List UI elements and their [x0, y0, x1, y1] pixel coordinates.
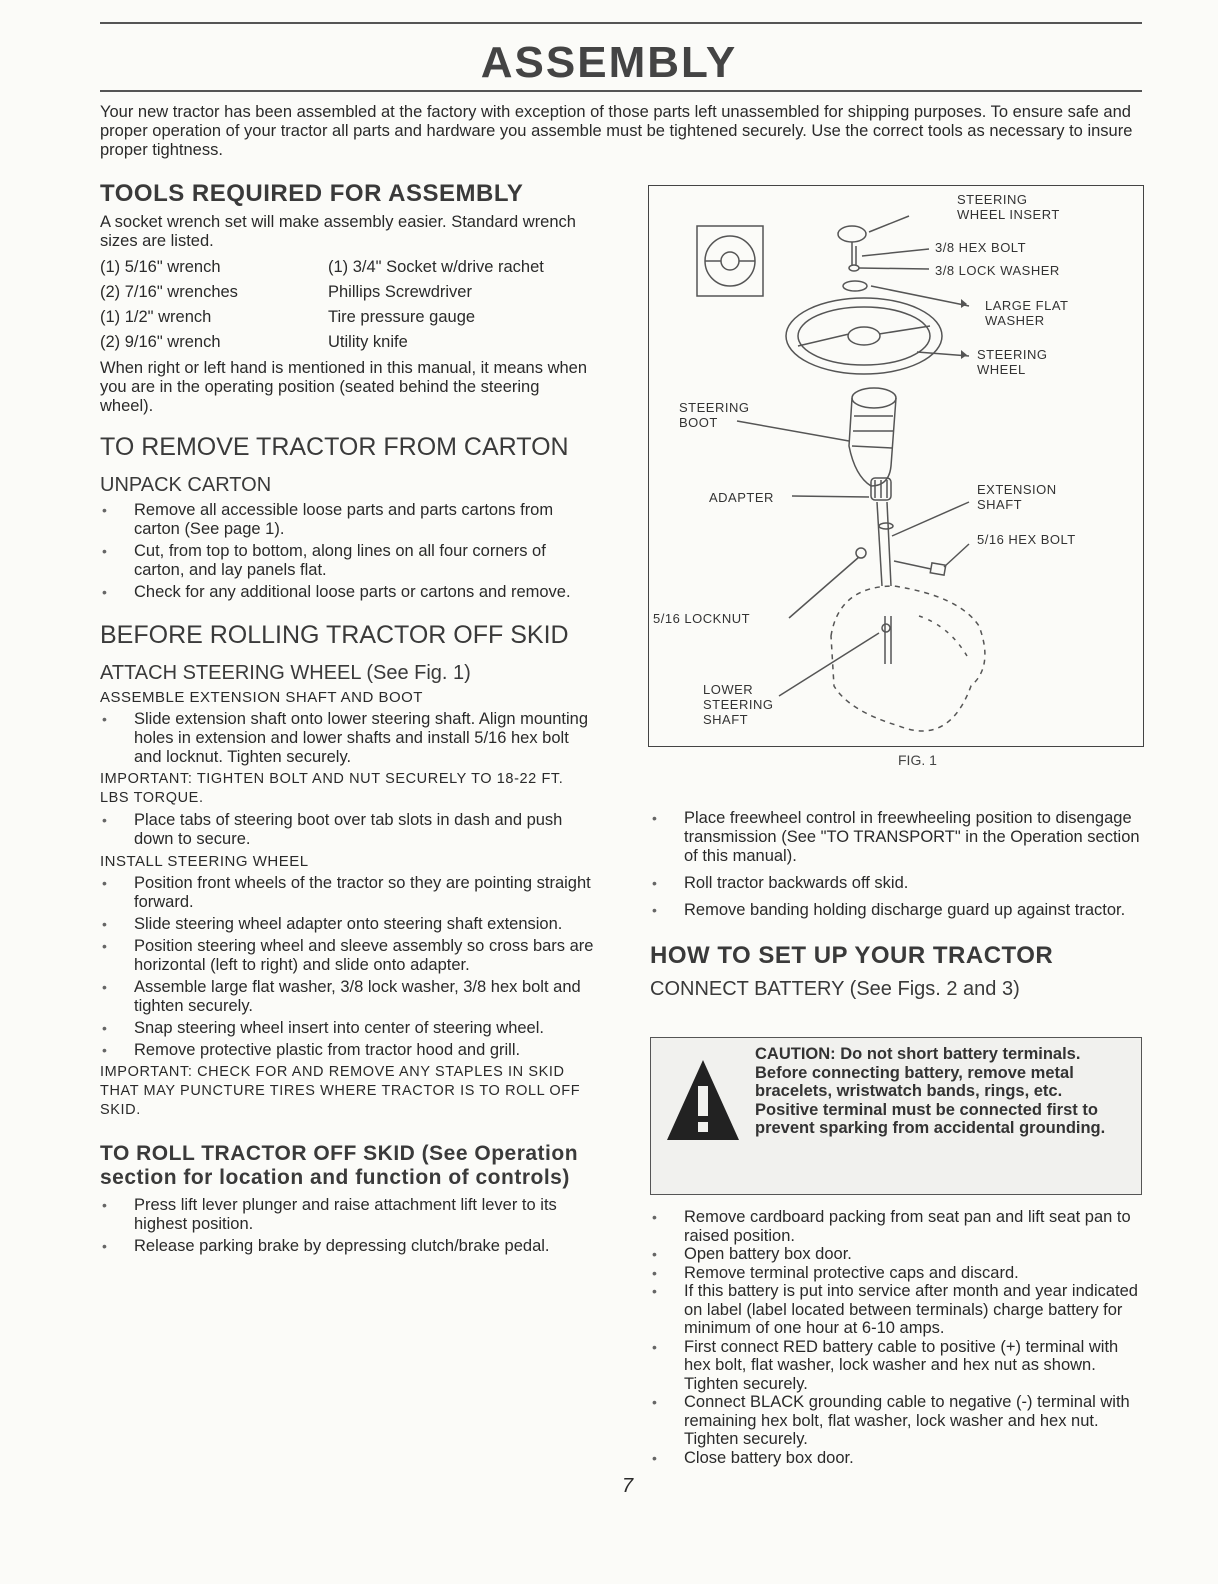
title-rule	[100, 90, 1142, 92]
list-item: • Assemble large flat washer, 3/8 lock washer, 3/8 hex bolt and tighten securely.	[100, 978, 594, 1016]
label-steering-boot: STEERING BOOT	[679, 400, 750, 430]
left-column	[100, 180, 594, 1259]
battery-list	[650, 1208, 1142, 1467]
page-number: 7	[622, 1475, 634, 1497]
skid-list	[650, 809, 1142, 920]
important-torque: IMPORTANT: TIGHTEN BOLT AND NUT SECURELY TO 18-22 FT. LBS TORQUE.	[100, 771, 564, 806]
caution-text: CAUTION: Do not short battery terminals. Before connecting battery, remove metal bracelets, wristwatch bands, rings, etc. Positive terminal must be connected first to prevent sparking from accidental grounding.	[755, 1045, 1106, 1137]
label-wheel-insert: STEERING WHEEL INSERT	[957, 192, 1060, 222]
list-item: • Slide steering wheel adapter onto steering shaft extension.	[100, 915, 594, 934]
important-staples: IMPORTANT: CHECK FOR AND REMOVE ANY STAPLES IN SKID THAT MAY PUNCTURE TIRES WHERE TRACTOR IS TO ROLL OFF SKID.	[100, 1064, 581, 1118]
label-locknut: 5/16 LOCKNUT	[653, 611, 751, 626]
steering-assembly-diagram	[649, 186, 1143, 746]
step-extension-shaft: ASSEMBLE EXTENSION SHAFT AND BOOT	[100, 689, 423, 706]
unpack-list	[100, 501, 594, 602]
label-516-hex-bolt: 5/16 HEX BOLT	[977, 532, 1076, 547]
unpack-subheading: UNPACK CARTON	[100, 474, 272, 496]
list-item: • Place tabs of steering boot over tab slots in dash and push down to secure.	[100, 811, 594, 849]
extension-list	[100, 710, 594, 767]
list-item: • Remove cardboard packing from seat pan and lift seat pan to raised position.	[650, 1208, 1142, 1245]
intro-paragraph: Your new tractor has been assembled at the factory with exception of those parts left unassembled for shipping purposes. To ensure safe and proper operation of your tractor all parts and hardware you assemble must be tightened securely. Use the correct tools as necessary to insure proper tightness.	[100, 103, 1133, 159]
page-title: ASSEMBLY	[480, 38, 738, 87]
tool-item: (1) 1/2" wrench	[100, 308, 212, 326]
attach-subheading: ATTACH STEERING WHEEL (See Fig. 1)	[100, 662, 471, 684]
figure-caption: FIG. 1	[898, 752, 937, 768]
list-item: • Press lift lever plunger and raise attachment lift lever to its highest position.	[100, 1196, 594, 1234]
warning-triangle-icon	[665, 1058, 741, 1142]
tool-item: (1) 5/16" wrench	[100, 258, 221, 276]
label-hex-bolt: 3/8 HEX BOLT	[935, 240, 1027, 255]
step-install-wheel: INSTALL STEERING WHEEL	[100, 853, 309, 870]
hand-note: When right or left hand is mentioned in this manual, it means when you are in the operating position (seated behind the steering wheel).	[100, 359, 588, 415]
list-item: • Slide extension shaft onto lower steering shaft. Align mounting holes in extension and lower shafts and install 5/16 hex bolt and locknut. Tighten securely.	[100, 710, 594, 767]
list-item: • Cut, from top to bottom, along lines on all four corners of carton, and lay panels flat.	[100, 542, 594, 580]
list-item: • Position front wheels of the tractor so they are pointing straight forward.	[100, 874, 594, 912]
tool-item: (1) 3/4" Socket w/drive rachet	[328, 258, 544, 276]
label-extension-shaft: EXTENSION SHAFT	[977, 482, 1057, 512]
list-item: • Snap steering wheel insert into center of steering wheel.	[100, 1019, 594, 1038]
list-item: • Connect BLACK grounding cable to negative (-) terminal with remaining hex bolt, flat washer, lock washer and hex nut. Tighten securely.	[650, 1393, 1142, 1449]
tool-item: (2) 7/16" wrenches	[100, 283, 238, 301]
battery-subheading: CONNECT BATTERY (See Figs. 2 and 3)	[650, 978, 1020, 1000]
figure-1	[648, 185, 1144, 747]
list-item: • Roll tractor backwards off skid.	[650, 874, 1142, 893]
list-item: • Close battery box door.	[650, 1449, 1142, 1468]
setup-heading: HOW TO SET UP YOUR TRACTOR	[650, 942, 1054, 969]
list-item: • Release parking brake by depressing clutch/brake pedal.	[100, 1237, 594, 1256]
list-item: • Remove protective plastic from tractor hood and grill.	[100, 1041, 594, 1060]
list-item: • Open battery box door.	[650, 1245, 1142, 1264]
tool-item: Tire pressure gauge	[328, 308, 476, 326]
caution-box	[650, 1037, 1142, 1195]
tools-list	[100, 255, 594, 355]
remove-heading: TO REMOVE TRACTOR FROM CARTON	[100, 433, 569, 461]
list-item: • First connect RED battery cable to positive (+) terminal with hex bolt, flat washer, lock washer and hex nut as shown. Tighten securely.	[650, 1338, 1142, 1394]
tools-text: A socket wrench set will make assembly easier. Standard wrench sizes are listed.	[100, 213, 576, 250]
boot-list	[100, 811, 594, 849]
tool-item: Phillips Screwdriver	[328, 283, 472, 301]
right-column	[650, 806, 1142, 1001]
list-item: • Remove terminal protective caps and discard.	[650, 1264, 1142, 1283]
roll-heading: TO ROLL TRACTOR OFF SKID (See Operation section for location and function of controls)	[100, 1142, 579, 1189]
top-rule	[100, 22, 1142, 24]
list-item: • Remove banding holding discharge guard up against tractor.	[650, 901, 1142, 920]
list-item: • Place freewheel control in freewheeling position to disengage transmission (See "TO TRANSPORT" in the Operation section of this manual).	[650, 809, 1142, 866]
label-lower-shaft: LOWER STEERING SHAFT	[703, 682, 774, 727]
wheel-list	[100, 874, 594, 1060]
roll-list	[100, 1196, 594, 1256]
tool-item: (2) 9/16" wrench	[100, 333, 221, 351]
label-adapter: ADAPTER	[709, 490, 774, 505]
battery-steps	[650, 1208, 1142, 1467]
list-item: • If this battery is put into service after month and year indicated on label (label located between terminals) charge battery for minimum of one hour at 6-10 amps.	[650, 1282, 1142, 1338]
label-lock-washer: 3/8 LOCK WASHER	[935, 263, 1060, 278]
tools-heading: TOOLS REQUIRED FOR ASSEMBLY	[100, 180, 524, 207]
before-heading: BEFORE ROLLING TRACTOR OFF SKID	[100, 621, 569, 649]
label-flat-washer: LARGE FLAT WASHER	[985, 298, 1069, 328]
list-item: • Remove all accessible loose parts and parts cartons from carton (See page 1).	[100, 501, 594, 539]
list-item: • Check for any additional loose parts or cartons and remove.	[100, 583, 594, 602]
tool-item: Utility knife	[328, 333, 408, 351]
label-steering-wheel: STEERING WHEEL	[977, 347, 1048, 377]
list-item: • Position steering wheel and sleeve assembly so cross bars are horizontal (left to right) and slide onto adapter.	[100, 937, 594, 975]
